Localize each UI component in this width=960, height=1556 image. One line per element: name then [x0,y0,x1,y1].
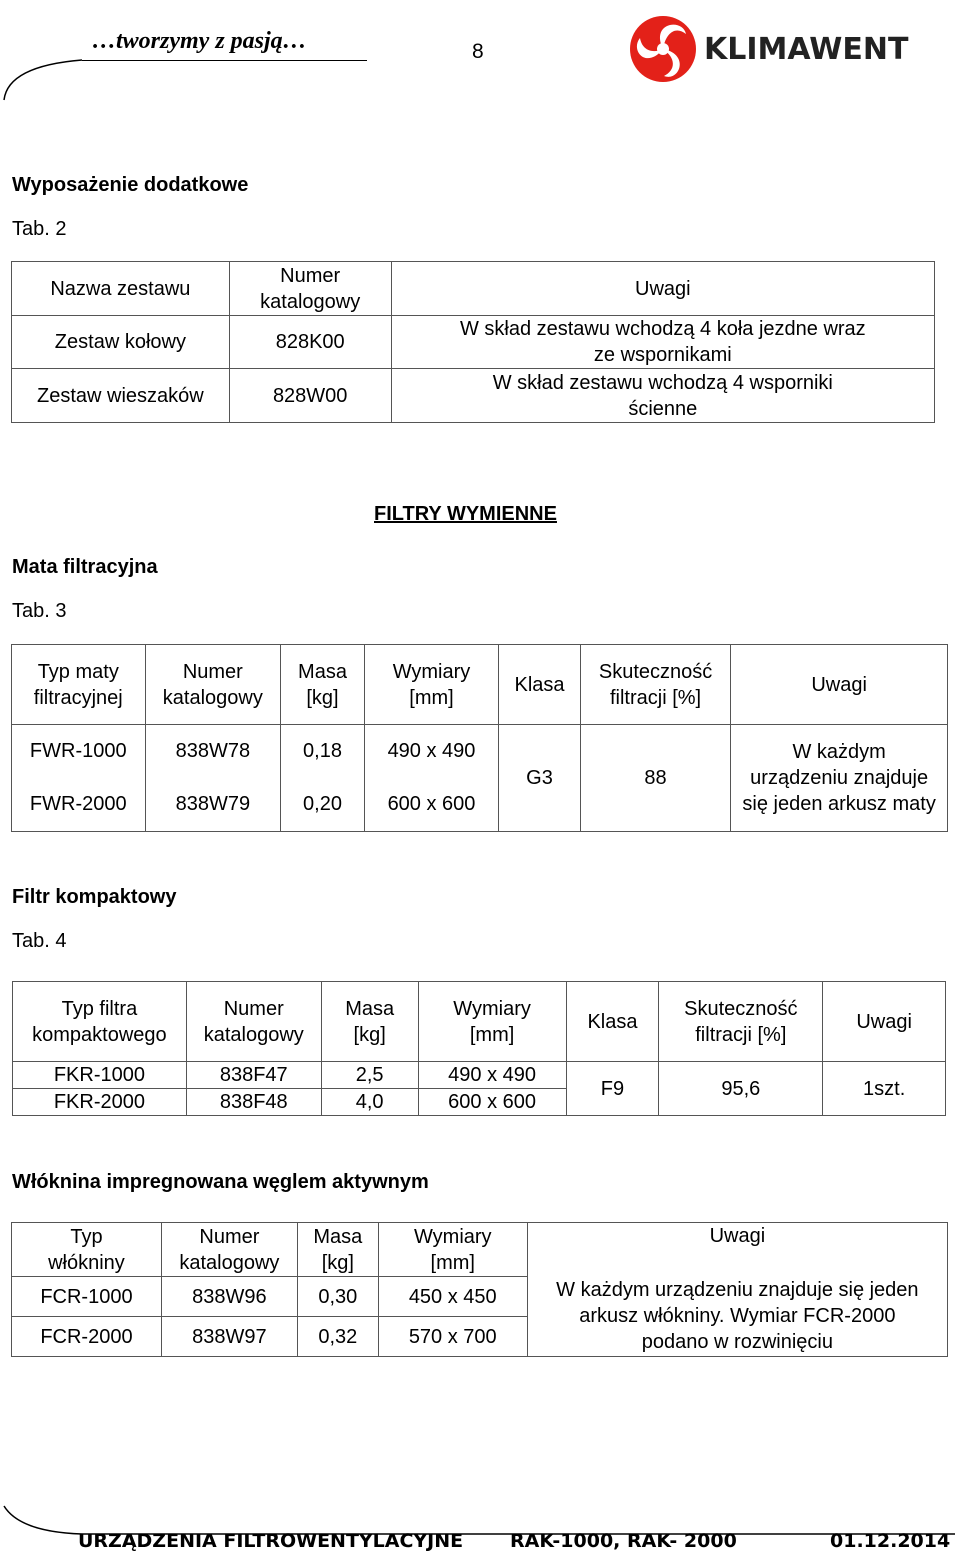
accessories-table [11,261,935,423]
table-cell: 838W97 [161,1317,297,1357]
table-row [13,1062,946,1089]
table-cell: FCR-2000 [12,1317,162,1357]
header-cell: Typ maty filtracyjnej [12,645,146,725]
brand-name: KLIMAWENT [704,31,909,67]
header-cell: Masa [kg] [297,1223,378,1277]
header-cell: Skuteczność filtracji [%] [580,645,730,725]
header-cell: Numer katalogowy [186,982,321,1062]
header-cell: Klasa [499,645,581,725]
table-cell: FKR-1000 [13,1062,187,1089]
footer-product-line: URZĄDZENIA FILTROWENTYLACYJNE [78,1530,464,1552]
header-cell: Uwagi [823,982,946,1062]
table-cell: Zestaw kołowy [12,316,230,369]
table-cell: FWR-2000 [12,778,146,832]
skutecznosc-cell: 95,6 [659,1062,823,1116]
table-cell: FWR-1000 [12,725,146,778]
header-cell: Typ włókniny [12,1223,162,1277]
header-cell: Klasa [566,982,659,1062]
mat-table-label: Tab. 3 [12,600,67,622]
compact-table [12,981,946,1116]
table-header-row [13,982,946,1062]
header-cell: Uwagi [731,645,948,725]
uwagi-cell: 1szt. [823,1062,946,1116]
table-cell: 838F47 [186,1062,321,1089]
mat-table [11,644,948,832]
accessories-table-label: Tab. 2 [12,218,67,240]
header-cell: Masa [kg] [321,982,418,1062]
table-cell: FCR-1000 [12,1277,162,1317]
header-cell: Skuteczność filtracji [%] [659,982,823,1062]
table-cell: 600 x 600 [418,1089,566,1116]
mat-title: Mata filtracyjna [12,556,158,578]
table-cell: 490 x 490 [418,1062,566,1089]
header-cell: Numer katalogowy [145,645,281,725]
header-cell: Numer katalogowy [161,1223,297,1277]
table-cell: W skład zestawu wchodzą 4 wsporniki ścienne [391,369,934,423]
footer-models: RAK-1000, RAK- 2000 [510,1530,737,1552]
header-cell: Wymiary [mm] [364,645,498,725]
header-cell: Uwagi [391,262,934,316]
accessories-title: Wyposażenie dodatkowe [12,174,249,196]
table-cell: 2,5 [321,1062,418,1089]
page-number: 8 [472,40,484,63]
klasa-cell: G3 [499,725,581,832]
table-cell: 838W79 [145,778,281,832]
header-cell: Uwagi [527,1223,947,1277]
table-cell: 0,32 [297,1317,378,1357]
table-cell: 838W96 [161,1277,297,1317]
header-cell: Nazwa zestawu [12,262,230,316]
table-row [12,316,935,369]
table-cell: 838W78 [145,725,281,778]
table-row [12,725,948,778]
table-cell: 450 x 450 [378,1277,527,1317]
klasa-cell: F9 [566,1062,659,1116]
footer-date: 01.12.2014 [830,1530,951,1552]
brand-logo-icon [628,14,698,84]
table-cell: 0,18 [281,725,365,778]
slogan: …tworzymy z pasją… [92,28,307,54]
carbon-table [11,1222,948,1357]
header-cell: Masa [kg] [281,645,365,725]
filters-title: FILTRY WYMIENNE [374,503,557,525]
table-cell: 600 x 600 [364,778,498,832]
header-cell: Numer katalogowy [229,262,391,316]
brand-logo [628,14,908,84]
table-cell: 490 x 490 [364,725,498,778]
table-cell: 570 x 700 [378,1317,527,1357]
table-row [12,1277,948,1317]
slogan-underline [82,60,367,61]
compact-title: Filtr kompaktowy [12,886,177,908]
header-cell: Typ filtra kompaktowego [13,982,187,1062]
table-cell: 0,20 [281,778,365,832]
table-cell: FKR-2000 [13,1089,187,1116]
table-cell: 828K00 [229,316,391,369]
table-cell: Zestaw wieszaków [12,369,230,423]
table-header-row [12,1223,948,1277]
table-cell: 4,0 [321,1089,418,1116]
table-cell: 0,30 [297,1277,378,1317]
carbon-title: Włóknina impregnowana węglem aktywnym [12,1171,429,1193]
header-cell: Wymiary [mm] [418,982,566,1062]
compact-table-label: Tab. 4 [12,930,67,952]
table-header-row [12,645,948,725]
skutecznosc-cell: 88 [580,725,730,832]
table-header-row [12,262,935,316]
uwagi-cell: W każdym urządzeniu znajduje się jeden arkusz maty [731,725,948,832]
table-row [12,369,935,423]
table-cell: 828W00 [229,369,391,423]
table-cell: 838F48 [186,1089,321,1116]
header-cell: Wymiary [mm] [378,1223,527,1277]
uwagi-cell: W każdym urządzeniu znajduje się jeden arkusz włókniny. Wymiar FCR-2000 podano w rozwinięciu [527,1277,947,1357]
table-cell: W skład zestawu wchodzą 4 koła jezdne wraz ze wspornikami [391,316,934,369]
